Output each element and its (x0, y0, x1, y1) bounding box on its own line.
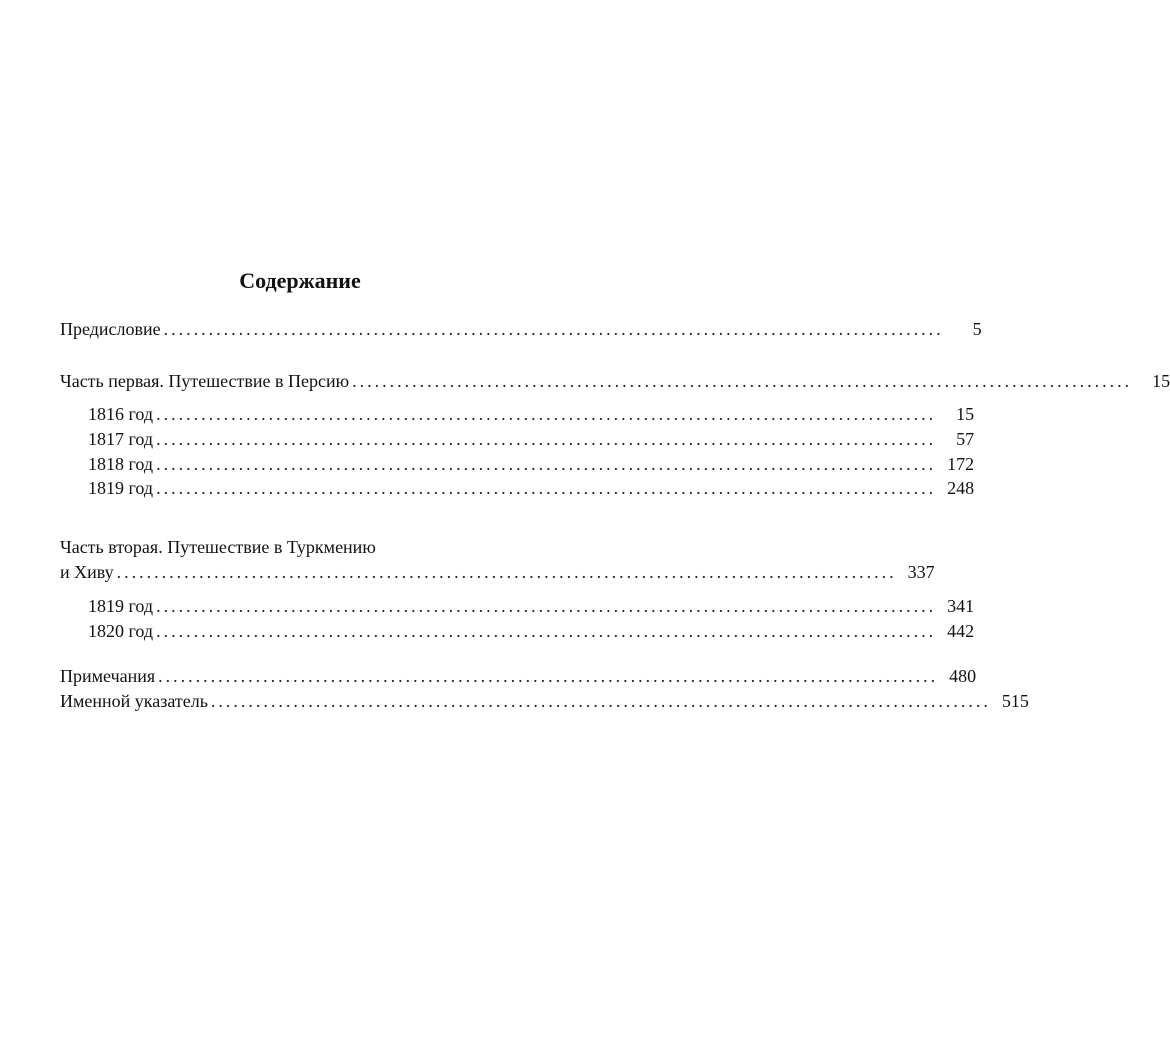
toc-page-number: 15 (1152, 371, 1170, 391)
toc-entry-name-index[interactable] (60, 689, 1029, 713)
toc-entry-label: Предисловие (60, 319, 161, 339)
dot-leader: ........................................................................................................ (156, 429, 937, 449)
toc-entry-1820[interactable] (88, 619, 975, 643)
toc-entry-label: Примечания (60, 666, 156, 686)
toc-page-number: 172 (947, 454, 975, 474)
toc-entry-1817[interactable] (88, 427, 975, 451)
dot-leader: ........................................................................................................ (156, 478, 937, 498)
toc-page-number: 15 (956, 404, 975, 424)
toc-page-number: 337 (907, 562, 935, 582)
dot-leader: ........................................................................................................ (156, 454, 937, 474)
toc-entry-part-one[interactable] (60, 369, 1170, 393)
toc-entry-1818[interactable] (88, 452, 975, 476)
toc-entry-label: 1816 год (88, 404, 154, 424)
toc-page-number: 5 (972, 319, 982, 339)
toc-entry-label: 1819 год (88, 478, 154, 498)
toc-entry-label: 1817 год (88, 429, 154, 449)
toc-page-number: 515 (1001, 691, 1029, 711)
toc-page-number: 248 (947, 478, 975, 498)
table-of-contents (60, 0, 1170, 1043)
toc-entry-1819-part-one[interactable] (88, 476, 975, 500)
toc-entry-label: 1820 год (88, 621, 154, 641)
dot-leader: ........................................................................................................ (116, 562, 897, 582)
dot-leader: ........................................................................................................ (156, 404, 937, 424)
toc-page-number: 480 (949, 666, 977, 686)
toc-entry-1819-part-two[interactable] (88, 594, 975, 618)
dot-leader: ........................................................................................................ (210, 691, 991, 711)
toc-entry-label: Часть первая. Путешествие в Персию (60, 371, 350, 391)
dot-leader: ........................................................................................................ (158, 666, 939, 686)
toc-entry-preface[interactable] (60, 317, 982, 341)
toc-page-number: 341 (947, 596, 975, 616)
dot-leader: ........................................................................................................ (163, 319, 944, 339)
toc-page-number: 442 (947, 621, 975, 641)
dot-leader: ........................................................................................................ (156, 621, 937, 641)
toc-entry-label: 1819 год (88, 596, 154, 616)
toc-entry-label: 1818 год (88, 454, 154, 474)
dot-leader: ........................................................................................................ (352, 371, 1133, 391)
toc-entry-label: Именной указатель (60, 691, 208, 711)
page-title: Содержание (239, 268, 361, 293)
toc-entry-part-two[interactable] (60, 560, 935, 584)
toc-entry-label-line1: Часть вторая. Путешествие в Туркмению (60, 537, 376, 557)
dot-leader: ........................................................................................................ (156, 596, 937, 616)
toc-entry-label: и Хиву (60, 562, 114, 582)
toc-entry-notes[interactable] (60, 664, 977, 688)
toc-page-number: 57 (956, 429, 975, 449)
toc-entry-1816[interactable] (88, 402, 975, 426)
